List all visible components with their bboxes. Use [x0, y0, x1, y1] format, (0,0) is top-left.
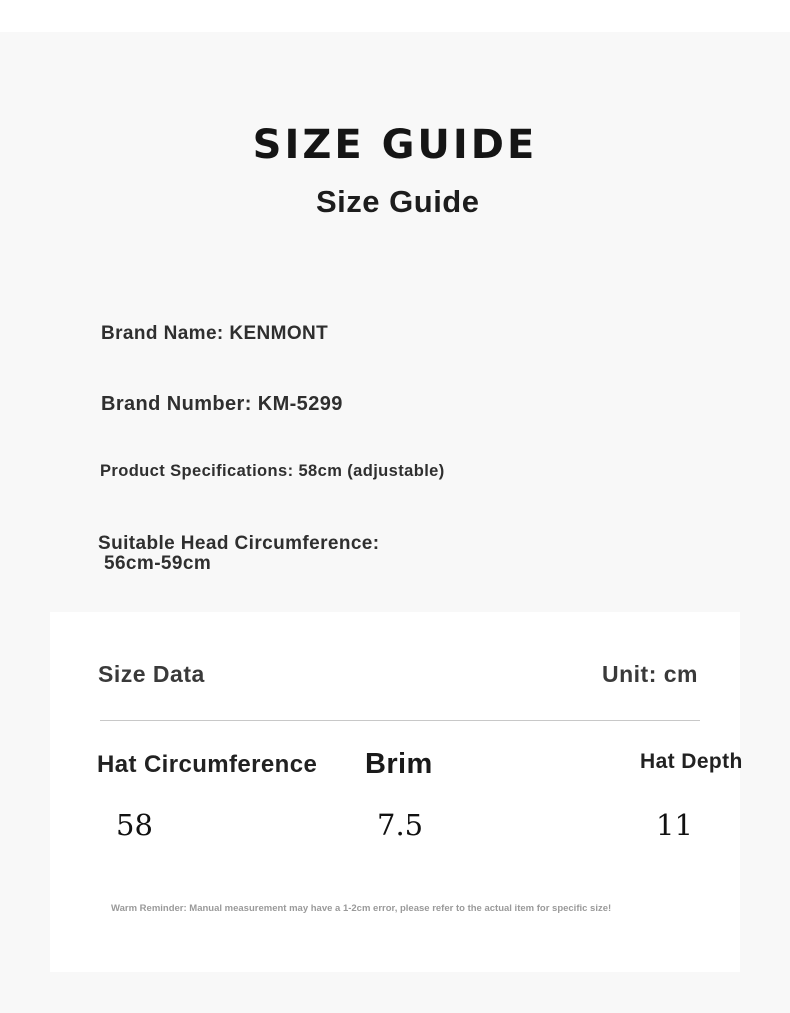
head-circumference-label: Suitable Head Circumference:	[98, 533, 380, 554]
unit-label: Unit: cm	[602, 661, 698, 687]
size-data-title: Size Data	[98, 661, 205, 687]
value-hat-depth: 11	[656, 808, 693, 842]
brand-name: Brand Name: KENMONT	[101, 323, 329, 344]
column-header-hat-depth: Hat Depth	[640, 750, 743, 773]
page-subtitle: Size Guide	[316, 184, 480, 219]
divider	[100, 720, 700, 721]
column-header-brim: Brim	[365, 748, 433, 780]
brand-number: Brand Number: KM-5299	[101, 393, 343, 415]
page-title: SIZE GUIDE	[252, 122, 538, 168]
value-hat-circumference: 58	[116, 808, 153, 842]
warm-reminder: Warm Reminder: Manual measurement may have a 1-2cm error, please refer to the actual item for specific size!	[111, 903, 612, 914]
product-specifications: Product Specifications: 58cm (adjustable)	[100, 462, 445, 480]
value-brim: 7.5	[377, 808, 424, 842]
head-circumference-value: 56cm-59cm	[104, 553, 212, 574]
column-header-hat-circumference: Hat Circumference	[97, 751, 318, 778]
